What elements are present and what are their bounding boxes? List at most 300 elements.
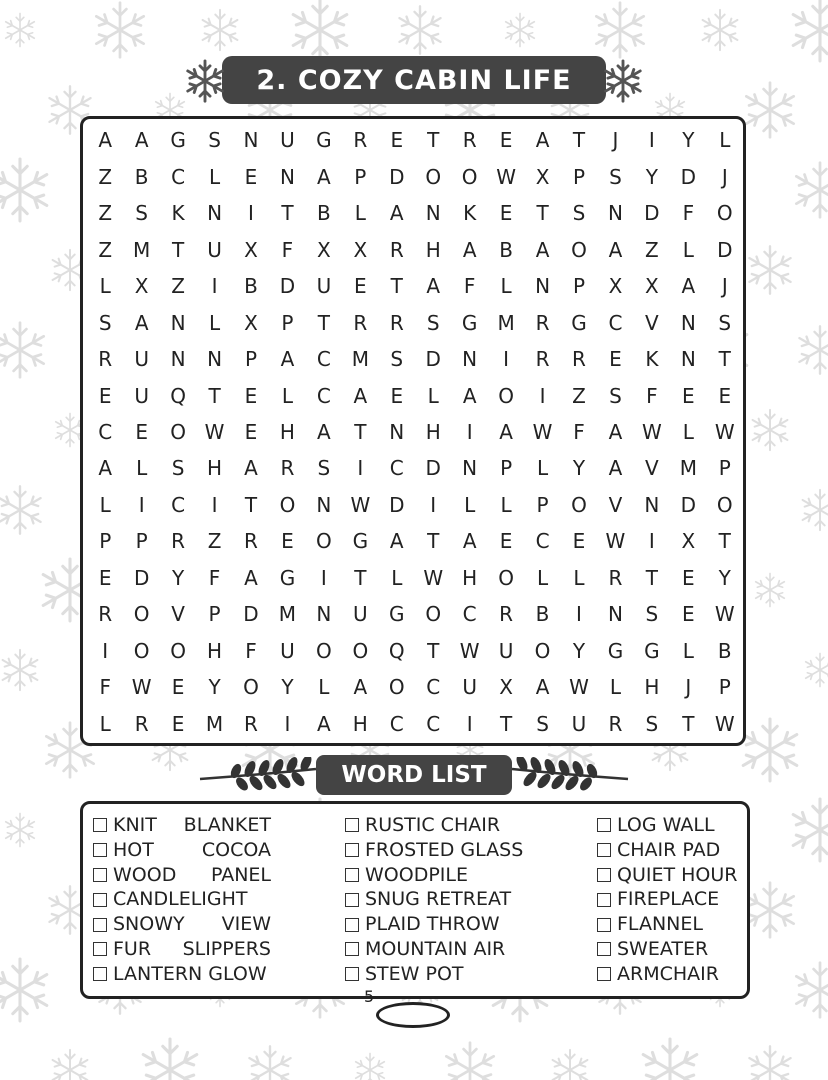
- word-list-item: [93, 937, 271, 962]
- snowflake-icon: [806, 654, 828, 687]
- word-text: RUSTIC CHAIR: [365, 814, 501, 836]
- checkbox-icon[interactable]: [597, 893, 611, 907]
- word-list-item: [345, 887, 523, 912]
- grid-letter: V: [645, 310, 659, 335]
- grid-letter: T: [208, 383, 221, 408]
- word-text: FLANNEL: [617, 913, 703, 936]
- grid-letter: Y: [208, 675, 221, 700]
- word-text: SLIPPERS: [182, 937, 271, 960]
- grid-letter: Y: [572, 456, 586, 481]
- grid-letter: T: [427, 638, 440, 663]
- grid-letter: Y: [645, 164, 658, 189]
- checkbox-icon[interactable]: [93, 843, 107, 857]
- grid-letter: O: [571, 237, 587, 262]
- grid-letter: H: [207, 456, 223, 481]
- grid-letter: C: [98, 419, 113, 444]
- grid-letter: D: [717, 237, 733, 262]
- grid-letter: T: [682, 711, 695, 736]
- grid-letter: T: [171, 237, 185, 262]
- grid-letter: F: [463, 274, 476, 299]
- page-title: 2. COZY CABIN LIFE: [256, 64, 572, 96]
- checkbox-icon[interactable]: [597, 967, 611, 981]
- snowflake-icon: [743, 719, 797, 781]
- grid-letter: W: [714, 711, 735, 736]
- grid-letter: P: [500, 456, 513, 481]
- grid-letter: G: [571, 310, 587, 335]
- grid-letter: I: [357, 456, 364, 481]
- grid-letter: E: [244, 383, 258, 408]
- checkbox-icon[interactable]: [597, 818, 611, 832]
- grid-letter: S: [171, 456, 185, 481]
- grid-letter: A: [462, 383, 477, 408]
- grid-letter: S: [317, 456, 331, 481]
- grid-letter: N: [462, 456, 478, 481]
- grid-letter: R: [389, 237, 404, 262]
- grid-letter: N: [243, 128, 259, 153]
- grid-letter: D: [389, 164, 405, 189]
- grid-letter: S: [718, 310, 732, 335]
- grid-letter: W: [496, 164, 516, 189]
- grid-letter: F: [682, 201, 695, 226]
- grid-letter: X: [608, 274, 623, 299]
- grid-letter: O: [352, 638, 369, 663]
- grid-letter: R: [244, 529, 258, 554]
- grid-letter: E: [718, 383, 732, 408]
- word-list-item: [597, 962, 737, 987]
- grid-letter: W: [350, 492, 371, 517]
- word-text: COCOA: [201, 838, 271, 861]
- grid-letter: B: [717, 638, 732, 663]
- grid-letter: A: [353, 675, 368, 700]
- grid-letter: M: [133, 237, 151, 262]
- word-text: SWEATER: [617, 937, 709, 960]
- grid-letter: Z: [98, 237, 113, 262]
- grid-letter: N: [279, 164, 295, 189]
- grid-letter: Y: [718, 565, 731, 590]
- grid-letter: A: [681, 274, 696, 299]
- checkbox-icon[interactable]: [345, 843, 359, 857]
- grid-letter: Z: [171, 274, 185, 299]
- grid-letter: T: [499, 711, 513, 736]
- grid-letter: U: [462, 675, 477, 700]
- grid-letter: R: [353, 310, 368, 335]
- grid-letter: L: [573, 565, 585, 590]
- checkbox-icon[interactable]: [597, 868, 611, 882]
- snowflake-icon: [356, 1054, 385, 1080]
- grid-letter: D: [680, 164, 697, 189]
- grid-letter: Z: [645, 237, 659, 262]
- word-list-item: [345, 863, 523, 888]
- word-text: SNUG RETREAT: [365, 888, 512, 911]
- grid-letter: F: [208, 565, 221, 590]
- grid-letter: O: [425, 602, 442, 627]
- grid-letter: E: [171, 711, 185, 736]
- word-list-item: [597, 863, 737, 888]
- grid-letter: O: [243, 675, 259, 700]
- grid-letter: U: [571, 711, 587, 736]
- grid-letter: I: [211, 274, 218, 299]
- grid-letter: A: [462, 237, 477, 262]
- checkbox-icon[interactable]: [345, 942, 359, 956]
- grid-letter: C: [389, 711, 404, 736]
- grid-letter: I: [576, 602, 582, 627]
- grid-letter: X: [499, 675, 513, 700]
- grid-letter: R: [462, 128, 477, 153]
- grid-letter: G: [607, 638, 624, 663]
- checkbox-icon[interactable]: [93, 893, 107, 907]
- grid-letter: I: [466, 711, 473, 736]
- grid-letter: L: [354, 201, 366, 226]
- grid-letter: U: [134, 383, 149, 408]
- grid-letter: N: [462, 347, 478, 372]
- grid-letter: A: [608, 237, 623, 262]
- word-list-item: [597, 887, 737, 912]
- grid-letter: O: [279, 492, 296, 517]
- grid-letter: T: [427, 128, 440, 153]
- grid-letter: E: [682, 565, 695, 590]
- grid-letter: L: [500, 274, 512, 299]
- grid-letter: T: [427, 529, 440, 554]
- grid-letter: N: [680, 310, 696, 335]
- snowflake-icon: [203, 10, 238, 50]
- grid-letter: X: [244, 237, 258, 262]
- word-text: MOUNTAIN AIR: [365, 937, 506, 960]
- grid-letter: X: [317, 237, 331, 262]
- grid-letter: E: [682, 383, 695, 408]
- grid-letter: A: [244, 565, 258, 590]
- grid-letter: A: [608, 419, 623, 444]
- grid-letter: Z: [98, 201, 113, 226]
- snowflake-icon: [803, 490, 828, 530]
- grid-letter: I: [248, 201, 254, 226]
- grid-letter: I: [648, 529, 655, 554]
- snowflake-icon: [553, 1050, 588, 1080]
- snowflake-icon: [53, 1050, 88, 1080]
- word-list-title: WORD LIST: [341, 762, 487, 788]
- grid-letter: R: [608, 565, 623, 590]
- snowflake-icon: [796, 963, 828, 1018]
- grid-letter: U: [280, 638, 295, 663]
- word-text: WOOD: [113, 863, 177, 886]
- grid-letter: X: [353, 237, 368, 262]
- grid-letter: B: [244, 274, 258, 299]
- grid-letter: A: [317, 419, 331, 444]
- grid-letter: O: [716, 492, 733, 517]
- grid-letter: L: [719, 128, 731, 153]
- grid-letter: L: [391, 565, 403, 590]
- grid-letter: K: [463, 201, 477, 226]
- grid-letter: E: [609, 347, 622, 372]
- grid-letter: P: [536, 492, 549, 517]
- snowflake-icon: [0, 159, 47, 221]
- grid-letter: W: [714, 419, 735, 444]
- grid-letter: D: [279, 274, 296, 299]
- grid-letter: W: [459, 638, 480, 663]
- grid-letter: U: [353, 602, 368, 627]
- snowflake-icon: [506, 14, 535, 47]
- checkbox-icon[interactable]: [345, 967, 359, 981]
- grid-letter: O: [534, 638, 551, 663]
- word-list-item: [597, 937, 737, 962]
- grid-letter: D: [425, 456, 441, 481]
- grid-letter: U: [316, 274, 332, 299]
- word-text: PANEL: [210, 863, 271, 886]
- grid-letter: P: [208, 602, 221, 627]
- grid-letter: X: [535, 164, 550, 189]
- grid-letter: A: [280, 347, 295, 372]
- checkbox-icon[interactable]: [93, 868, 107, 882]
- grid-letter: X: [244, 310, 258, 335]
- grid-letter: A: [317, 711, 331, 736]
- grid-letter: Y: [682, 128, 695, 153]
- word-text: VIEW: [221, 913, 271, 936]
- grid-letter: I: [430, 492, 437, 517]
- grid-letter: L: [464, 492, 476, 517]
- grid-letter: N: [680, 347, 696, 372]
- snowflake-icon: [6, 814, 35, 847]
- snowflake-icon: [0, 959, 47, 1021]
- grid-letter: A: [134, 310, 149, 335]
- grid-letter: A: [98, 128, 113, 153]
- grid-letter: E: [390, 128, 404, 153]
- checkbox-icon[interactable]: [597, 942, 611, 956]
- checkbox-icon[interactable]: [93, 967, 107, 981]
- word-list-item: [93, 962, 271, 987]
- grid-letter: S: [426, 310, 440, 335]
- grid-letter: U: [498, 638, 514, 663]
- grid-letter: X: [681, 529, 696, 554]
- grid-letter: N: [607, 201, 623, 226]
- grid-letter: T: [244, 492, 258, 517]
- snowflake-icon: [753, 410, 788, 450]
- grid-letter: T: [718, 347, 731, 372]
- grid-letter: I: [503, 347, 510, 372]
- grid-letter: L: [427, 383, 439, 408]
- word-search-grid: [80, 116, 746, 746]
- grid-letter: C: [171, 492, 186, 517]
- grid-letter: I: [211, 492, 218, 517]
- grid-letter: P: [135, 529, 148, 554]
- snowflake-icon: [793, 0, 828, 61]
- snowflake-icon: [799, 326, 828, 373]
- grid-letter: Y: [281, 675, 294, 700]
- grid-letter: A: [462, 529, 477, 554]
- grid-letter: M: [497, 310, 515, 335]
- grid-letter: W: [532, 419, 553, 444]
- snowflake-icon: [756, 574, 785, 607]
- grid-letter: N: [535, 274, 551, 299]
- grid-letter: T: [390, 274, 403, 299]
- grid-letter: L: [536, 456, 549, 481]
- grid-letter: R: [608, 711, 623, 736]
- snowflake-icon: [0, 486, 41, 533]
- grid-letter: H: [279, 419, 295, 444]
- word-text: LANTERN GLOW: [113, 962, 267, 985]
- grid-letter: C: [389, 456, 404, 481]
- grid-letter: P: [718, 456, 731, 481]
- grid-letter: T: [354, 565, 367, 590]
- checkbox-icon[interactable]: [597, 918, 611, 932]
- grid-letter: O: [170, 638, 186, 663]
- grid-letter: U: [207, 237, 222, 262]
- word-list-item: [597, 912, 737, 937]
- grid-letter: O: [316, 529, 332, 554]
- grid-letter: H: [207, 638, 223, 663]
- grid-letter: P: [354, 164, 367, 189]
- grid-letter: A: [244, 456, 258, 481]
- grid-letter: A: [535, 237, 550, 262]
- grid-letter: E: [98, 565, 112, 590]
- grid-letter: L: [318, 675, 330, 700]
- checkbox-icon[interactable]: [345, 868, 359, 882]
- grid-letter: J: [721, 164, 728, 189]
- checkbox-icon[interactable]: [93, 942, 107, 956]
- grid-letter: I: [466, 419, 473, 444]
- word-list-item: [345, 962, 523, 987]
- grid-letter: S: [645, 602, 659, 627]
- grid-letter: L: [609, 675, 622, 700]
- grid-letter: W: [204, 419, 225, 444]
- grid-letter: K: [171, 201, 185, 226]
- grid-letter: N: [170, 347, 186, 372]
- snowflake-icon: [446, 1043, 493, 1080]
- grid-letter: U: [280, 128, 295, 153]
- grid-letter: E: [244, 419, 258, 444]
- grid-letter: V: [171, 602, 185, 627]
- word-column-2: [345, 813, 523, 987]
- grid-letter: H: [644, 675, 660, 700]
- grid-letter: W: [423, 565, 444, 590]
- grid-letter: S: [208, 128, 221, 153]
- word-text: QUIET HOUR: [617, 863, 738, 886]
- grid-letter: D: [133, 565, 150, 590]
- grid-letter: I: [539, 383, 546, 408]
- grid-letter: O: [571, 492, 587, 517]
- word-list-item: [345, 838, 523, 863]
- grid-letter: I: [648, 128, 655, 153]
- grid-letter: D: [389, 492, 405, 517]
- word-text: SNOWY: [113, 913, 185, 936]
- grid-letter: M: [205, 711, 224, 736]
- grid-letter: L: [136, 456, 148, 481]
- snowflake-icon: [749, 1046, 790, 1080]
- grid-letter: I: [284, 711, 291, 736]
- grid-letter: D: [644, 201, 660, 226]
- grid-letter: L: [281, 383, 294, 408]
- checkbox-icon[interactable]: [597, 843, 611, 857]
- grid-letter: Q: [170, 383, 186, 408]
- grid-letter: C: [316, 347, 331, 372]
- grid-letter: O: [170, 419, 186, 444]
- grid-letter: E: [244, 164, 258, 189]
- grid-letter: O: [461, 164, 478, 189]
- snowflake-icon: [796, 163, 828, 218]
- word-list-banner: [316, 755, 512, 795]
- grid-letter: K: [645, 347, 659, 372]
- snowflake-icon: [0, 323, 44, 378]
- grid-letter: S: [609, 164, 622, 189]
- grid-letter: H: [425, 237, 441, 262]
- grid-letter: E: [281, 529, 294, 554]
- snowflake-icon: [746, 883, 793, 938]
- word-text: FUR: [113, 937, 152, 960]
- grid-letter: Q: [388, 638, 405, 663]
- grid-letter: E: [98, 383, 112, 408]
- grid-letter: G: [316, 128, 332, 153]
- grid-letter: R: [353, 128, 368, 153]
- grid-letter: T: [572, 128, 586, 153]
- grid-letter: G: [170, 128, 186, 153]
- checkbox-icon[interactable]: [345, 918, 359, 932]
- grid-letter: N: [644, 492, 660, 517]
- snowflake-icon: [749, 246, 790, 293]
- grid-letter: P: [572, 164, 586, 189]
- grid-letter: B: [317, 201, 331, 226]
- grid-letter: C: [535, 529, 550, 554]
- snowflake-icon: [6, 14, 35, 47]
- word-list-item: [93, 813, 271, 838]
- grid-letter: F: [245, 638, 257, 663]
- grid-letter: G: [352, 529, 369, 554]
- grid-letter: S: [572, 201, 586, 226]
- page-number: 5: [364, 987, 375, 1006]
- word-column-3: [597, 813, 737, 987]
- grid-letter: P: [281, 310, 294, 335]
- grid-letter: G: [279, 565, 296, 590]
- grid-letter: U: [134, 347, 149, 372]
- grid-letter: T: [317, 310, 330, 335]
- snowflake-icon: [399, 6, 440, 53]
- grid-letter: L: [99, 274, 111, 299]
- checkbox-icon[interactable]: [93, 818, 107, 832]
- grid-letter: S: [645, 711, 659, 736]
- grid-letter: A: [389, 201, 404, 226]
- letter-grid: [87, 122, 743, 742]
- title-banner: [222, 56, 606, 104]
- grid-letter: F: [281, 237, 294, 262]
- word-list-item: [345, 937, 523, 962]
- grid-letter: E: [354, 274, 367, 299]
- word-list-item: [597, 813, 737, 838]
- word-text: PLAID THROW: [365, 913, 500, 936]
- grid-letter: Z: [207, 529, 222, 554]
- grid-letter: I: [320, 565, 327, 590]
- grid-letter: Y: [171, 565, 185, 590]
- grid-letter: E: [682, 602, 695, 627]
- word-text: FROSTED GLASS: [365, 838, 524, 861]
- grid-letter: D: [425, 347, 441, 372]
- grid-letter: V: [645, 456, 659, 481]
- grid-letter: L: [99, 711, 111, 736]
- grid-letter: N: [607, 602, 623, 627]
- grid-letter: T: [281, 201, 294, 226]
- checkbox-icon[interactable]: [345, 818, 359, 832]
- grid-letter: A: [535, 675, 550, 700]
- grid-letter: F: [646, 383, 658, 408]
- grid-letter: W: [131, 675, 152, 700]
- grid-letter: G: [461, 310, 478, 335]
- grid-letter: Y: [572, 638, 586, 663]
- grid-letter: T: [536, 201, 549, 226]
- grid-letter: S: [609, 383, 622, 408]
- snowflake-icon: [643, 1039, 697, 1080]
- grid-letter: B: [535, 602, 550, 627]
- word-text: KNIT: [113, 814, 157, 836]
- snowflake-icon: [293, 0, 347, 61]
- checkbox-icon[interactable]: [93, 918, 107, 932]
- word-text: ARMCHAIR: [617, 962, 719, 985]
- checkbox-icon[interactable]: [345, 893, 359, 907]
